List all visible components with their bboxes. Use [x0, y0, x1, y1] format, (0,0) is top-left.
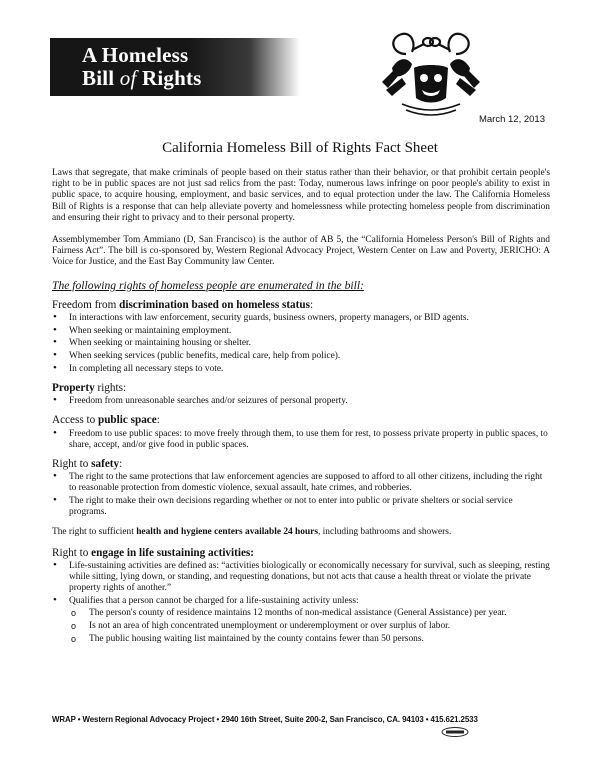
life-sustaining-list — [52, 561, 550, 645]
union-bug-icon — [440, 726, 470, 738]
hygiene-statement: The right to sufficient health and hygiene centers available 24 hours, including bathrooms and showers. — [52, 526, 452, 537]
list-item: • Qualifies that a person cannot be charged for a life-sustaining activity unless: o The person's county of residence maintains 12 months of non-medical assistance (General Assistance) per year. o Is not an area of high concentrated unemployment or underemployment or over surplus of labor. o The public housing waiting list maintained by the county contains fewer than 50 persons. — [52, 596, 550, 645]
property-list — [52, 396, 550, 407]
sublist-item: o The public housing waiting list maintained by the county contains fewer than 50 persons. — [69, 634, 550, 645]
section-heading-life-sustaining: Right to engage in life sustaining activities: — [52, 546, 255, 559]
intro-paragraph: Laws that segregate, that make criminals of people based on their status rather than their behavior, or that prohibit certain people's right to be in public spaces are not just sad relics from the past: Today, numerous laws infringe on poor people's ability to exist in public space, to acquire housing, employment, and basic services, and to equal protection under the law. The California Homeless Bill of Rights is a response that can help alleviate poverty and homelessness while protecting homeless people from discrimination and ensuring their right to privacy and to their personal property. — [52, 168, 550, 223]
rights-subheading: The following rights of homeless people are enumerated in the bill: — [52, 278, 364, 292]
list-item: • Freedom from unreasonable searches and/or seizures of personal property. — [52, 396, 550, 407]
list-item: • The right to make their own decisions regarding whether or not to enter into public or private shelters or social service programs. — [52, 496, 550, 518]
footer-contact: WRAP • Western Regional Advocacy Project • 2940 16th Street, Suite 200-2, San Francisco, CA. 94103 • 415.621.2533 — [52, 714, 478, 724]
section-heading-public-space: Access to public space: — [52, 414, 160, 427]
crest-emblem-icon — [372, 24, 490, 118]
list-item: • When seeking or maintaining employment. — [52, 326, 550, 337]
section-heading-property: Property rights: — [52, 382, 127, 395]
discrimination-list — [52, 313, 550, 375]
header-banner — [50, 38, 300, 96]
list-item: • When seeking or maintaining housing or shelter. — [52, 338, 550, 349]
section-heading-discrimination: Freedom from discrimination based on homeless status: — [52, 298, 314, 311]
banner-line-2: Bill of Rights — [82, 66, 202, 90]
public-space-list — [52, 429, 550, 451]
banner-line-1: A Homeless — [82, 43, 189, 67]
document-body — [52, 168, 550, 653]
list-item: • When seeking services (public benefits, medical care, help from police). — [52, 351, 550, 362]
list-item: • Freedom to use public spaces: to move freely through them, to use them for rest, to possess private property in public spaces, to share, accept, and/or give food in public spaces. — [52, 429, 550, 451]
sublist-item: o The person's county of residence maintains 12 months of non-medical assistance (General Assistance) per year. — [69, 608, 550, 619]
sublist-item: o Is not an area of high concentrated unemployment or underemployment or over surplus of labor. — [69, 621, 550, 632]
section-heading-safety: Right to safety: — [52, 458, 123, 471]
list-item: • The right to the same protections that law enforcement agencies are supposed to afford to all other citizens, including the right to reasonable protection from domestic violence, sexual assault, hate crimes, and robberies. — [52, 472, 550, 494]
list-item: • In completing all necessary steps to vote. — [52, 364, 550, 375]
conditions-sublist — [69, 608, 550, 645]
page-title: California Homeless Bill of Rights Fact Sheet — [162, 140, 438, 156]
author-paragraph: Assemblymember Tom Ammiano (D, San Francisco) is the author of AB 5, the “California Homeless Person's Bill of Rights and Fairness Act”. The bill is co-sponsored by, Western Regional Advocacy Project, Western Center on Law and Poverty, JERICHO: A Voice for Justice, and the East Bay Community law Center. — [52, 235, 550, 268]
safety-list — [52, 472, 550, 518]
document-date: March 12, 2013 — [478, 114, 545, 125]
list-item: • In interactions with law enforcement, security guards, business owners, property managers, or BID agents. — [52, 313, 550, 324]
list-item: • Life-sustaining activities are defined as: “activities biologically or economically necessary for survival, such as sleeping, resting while sitting, lying down, or standing, and requesting donations, but not acts that cause a health threat or violate the private property rights of another.” — [52, 561, 550, 595]
